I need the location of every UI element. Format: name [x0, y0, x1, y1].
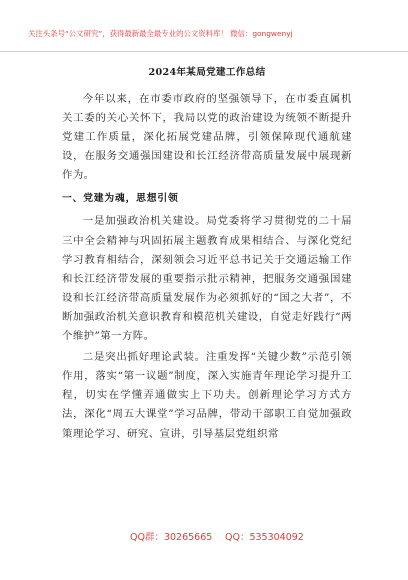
paragraph-political-construction: 一是加强政治机关建设。局党委将学习贯彻党的二十届三中全会精神与巩固拓展主题教育成果相结合、与深化党纪学习教育相结合，深刻领会习近平总书记关于交通运输工作和长江经济带发展的重要指示批示精神，把服务交通强国建设和长江经济带高质量发展作为必须抓好的“国之大者”，不断加强政治机关意识教育和模范机关建设，自觉走好践行“两个维护”第一方阵。: [62, 215, 352, 343]
section-heading-1: 一、党建为魂，思想引领: [62, 193, 179, 205]
document-title: 2024年某局党建工作总结: [148, 67, 266, 78]
footer-contact: [0, 531, 408, 545]
top-banner: [0, 0, 408, 52]
footer-qq-group: QQ群：30265665: [130, 532, 213, 543]
intro-paragraph: 今年以来，在市委市政府的坚强领导下，在市委直属机关工委的关心关怀下，我局以党的政治建设为统领不断提升党建工作质量，深化拓展党建品牌，引领保障现代通航建设，在服务交通强国建设和长江经济带高质量发展中展现新作为。: [62, 93, 352, 182]
paragraph-theory-study: 二是突出抓好理论武装。注重发挥“关键少数”示范引领作用，落实“第一议题”制度，深入实施青年理论学习提升工程，切实在学懂弄通做实上下功夫。创新理论学习方式方法，深化“周五大课堂”学习品牌，带动干部职工自觉加强政策理论学习、研究、宣讲，引导基层党组织常: [62, 351, 352, 440]
footer-qq-number: QQ：535304092: [225, 532, 304, 543]
banner-promo-text: 关注头条号“公文研究”，获得最新最全最专业的公文资料库！ 微信：gongwenyj: [28, 29, 293, 38]
document-body: [62, 66, 352, 444]
